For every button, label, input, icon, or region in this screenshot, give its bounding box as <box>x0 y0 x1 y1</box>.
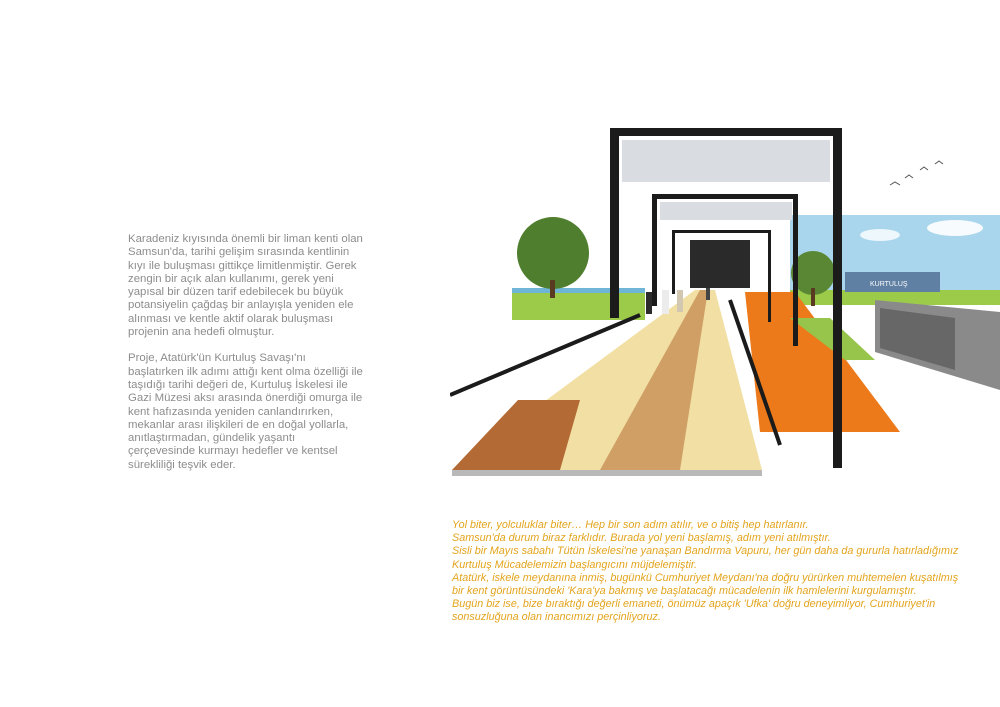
intro-text-column <box>128 233 364 485</box>
promenade-render <box>450 120 1000 480</box>
caption-line-1: Yol biter, yolculuklar biter… Hep bir son adım atılır, ve o bitiş hep hatırlanır. <box>452 519 809 531</box>
frame-top-beam <box>610 128 842 136</box>
inner-post-left <box>652 196 657 306</box>
walker <box>677 290 683 312</box>
inner-beam <box>652 194 798 199</box>
walkway-edge-left <box>452 470 762 476</box>
inner-post-right <box>793 196 798 346</box>
tunnel-end <box>690 240 750 288</box>
tree-trunk-left <box>550 280 555 298</box>
tree-crown-left <box>517 217 589 289</box>
intro-paragraph-2: Proje, Atatürk'ün Kurtuluş Savaşı'nı başlatırken ilk adımı attığı kent olma özelliği ile taşıdığı tarihi değeri de, Kurtuluş İskelesi ile Gazi Müzesi aksı arasında önerdiği omurga ile kent hafızasında yeniden canlandırırken, mekanlar arası ilişkileri de en doğal yollarla, anıtlaştırmadan, gündelik yaşantı çerçevesinde kurmayı hedefler ve kentsel sürekliliği teşvik eder. <box>128 352 363 471</box>
canopy-panel <box>622 140 830 182</box>
tree-trunk-right <box>811 288 815 306</box>
sea-line <box>512 288 645 293</box>
caption-line-3: Sisli bir Mayıs sabahı Tütün İskelesi'ne yanaşan Bandırma Vapuru, her gün daha da gururla hatırladığımız Kurtuluş Mücadelemizin başlangıcını müjdelemiştir. <box>452 545 959 571</box>
building-sign: KURTULUŞ <box>870 281 908 288</box>
caption-line-5: Bugün biz ise, bize bıraktığı değerli emaneti, önümüz apaçık 'Ufka' doğru deneyimliyor, Cumhuriyet'in sonsuzluğuna olan inancımızı perçinliyoruz. <box>452 598 936 624</box>
walker <box>662 290 669 314</box>
cloud <box>927 220 983 236</box>
canopy-panel-2 <box>660 202 792 220</box>
caption-line-4: Atatürk, iskele meydanına inmiş, bugünkü Cumhuriyet Meydanı'na doğru yürürken muhtemelen kuşatılmış bir kent görüntüsündeki 'Kara'ya bakmış ve başlatacağı mücadelenin ilk hamlelerini kurgulamıştır. <box>452 571 959 598</box>
inner-post-right-2 <box>768 232 771 322</box>
inner-beam-2 <box>672 230 771 233</box>
caption-text <box>452 519 972 625</box>
intro-paragraph-1: Karadeniz kıyısında önemli bir liman kenti olan Samsun'da, tarihi gelişim sırasında kentlinin kıyı ile buluşması gittikçe limitlenmiştir. Gerek zengin bir açık alan kullanımı, gerek yeni yapısal bir düzen tarif edebilecek bu büyük potansiyelin çağdaş bir anlayışla yeniden ele alınması ve kentle aktif olarak buluşması projenin ana hedefi olmuştur. <box>128 233 363 339</box>
cloud <box>860 229 900 241</box>
frame-post-right <box>833 128 842 468</box>
grass-left <box>512 292 645 320</box>
inner-post-left-2 <box>672 232 675 294</box>
walker <box>646 292 652 314</box>
walker-distant <box>706 288 710 300</box>
caption-line-2: Samsun'da durum biraz farklıdır. Burada yol yeni başlamış, adım yeni atılmıştır. <box>452 532 831 545</box>
walkway-dark-block <box>452 400 580 470</box>
birds <box>890 161 943 185</box>
frame-post-left <box>610 128 619 318</box>
